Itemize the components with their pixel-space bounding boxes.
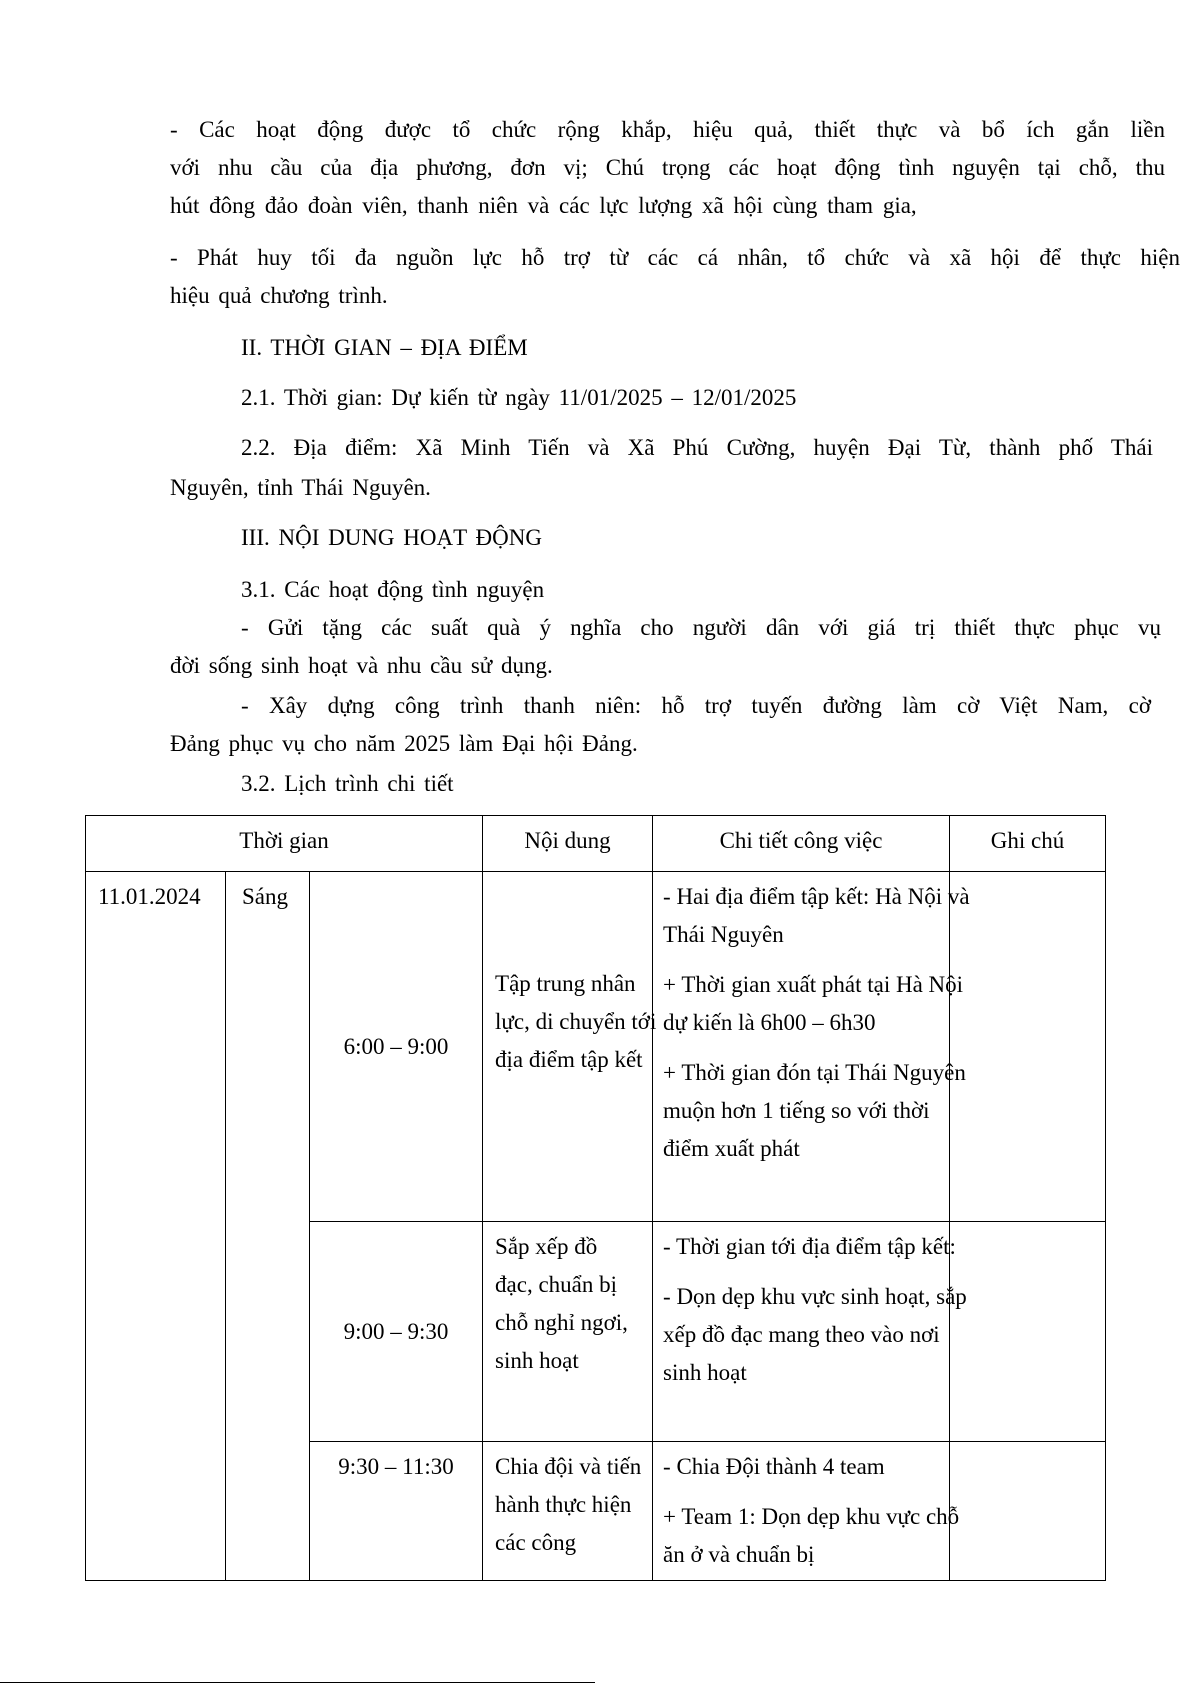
header-time: Thời gian <box>86 816 483 872</box>
bullet-1-line-1: - Gửi tặng các suất quà ý nghĩa cho người dân với giá trị thiết thực phục vụ <box>241 615 1161 640</box>
content-cell: Chia đội và tiến hành thực hiện các công <box>483 1442 653 1581</box>
detail-line: - Thời gian tới địa điểm tập kết: <box>663 1234 956 1259</box>
content-cell: Tập trung nhân lực, di chuyển tới địa điểm tập kết <box>483 872 653 1222</box>
date-cell: 11.01.2024 <box>86 872 226 1581</box>
time-cell: 9:30 – 11:30 <box>310 1442 483 1581</box>
bullet-2-line-2: Đảng phục vụ cho năm 2025 làm Đại hội Đảng. <box>170 731 638 756</box>
section-3-heading: III. NỘI DUNG HOẠT ĐỘNG <box>241 525 542 550</box>
detail-cell <box>653 872 970 1222</box>
detail-cell <box>653 1222 967 1442</box>
detail-cell <box>653 1442 960 1581</box>
detail-line: - Dọn dẹp khu vực sinh hoạt, sắp xếp đồ đạc mang theo vào nơi sinh hoạt <box>663 1284 967 1385</box>
paragraph-2-line-1: - Phát huy tối đa nguồn lực hỗ trợ từ các cá nhân, tổ chức và xã hội để thực hiện <box>170 245 1180 270</box>
paragraph-1-line-2: với nhu cầu của địa phương, đơn vị; Chú trọng các hoạt động tình nguyện tại chỗ, thu <box>170 155 1165 180</box>
paragraph-1-line-1: - Các hoạt động được tổ chức rộng khắp, hiệu quả, thiết thực và bổ ích gắn liền <box>170 117 1165 142</box>
detail-line: - Chia Đội thành 4 team <box>663 1454 885 1479</box>
bullet-2-line-1: - Xây dựng công trình thanh niên: hỗ trợ tuyến đường làm cờ Việt Nam, cờ <box>241 693 1151 718</box>
footer-rule <box>0 1682 595 1683</box>
section-2-2-line-2: Nguyên, tỉnh Thái Nguyên. <box>170 475 431 500</box>
schedule-table <box>85 815 1106 1581</box>
detail-line: + Thời gian đón tại Thái Nguyên muộn hơn 1 tiếng so với thời điểm xuất phát <box>663 1060 966 1161</box>
bullet-1-line-2: đời sống sinh hoạt và nhu cầu sử dụng. <box>170 653 553 678</box>
section-2-2-line-1: 2.2. Địa điểm: Xã Minh Tiến và Xã Phú Cường, huyện Đại Từ, thành phố Thái <box>241 435 1153 460</box>
header-detail: Chi tiết công việc <box>653 816 950 872</box>
header-content: Nội dung <box>483 816 653 872</box>
time-cell: 6:00 – 9:00 <box>310 872 483 1222</box>
table-header-row <box>86 816 1106 872</box>
content-cell: Sắp xếp đồ đạc, chuẩn bị chỗ nghỉ ngơi, sinh hoạt <box>483 1222 653 1442</box>
detail-line: - Hai địa điểm tập kết: Hà Nội và Thái Nguyên <box>663 884 970 947</box>
paragraph-2-line-2: hiệu quả chương trình. <box>170 283 388 308</box>
section-2-heading: II. THỜI GIAN – ĐỊA ĐIỂM <box>241 335 528 360</box>
detail-line: + Thời gian xuất phát tại Hà Nội dự kiến là 6h00 – 6h30 <box>663 972 964 1035</box>
section-3-2-heading: 3.2. Lịch trình chi tiết <box>241 771 454 796</box>
session-cell: Sáng <box>226 872 310 1581</box>
section-3-1-heading: 3.1. Các hoạt động tình nguyện <box>241 577 545 602</box>
detail-line: + Team 1: Dọn dẹp khu vực chỗ ăn ở và chuẩn bị <box>663 1504 960 1567</box>
paragraph-1-line-3: hút đông đảo đoàn viên, thanh niên và các lực lượng xã hội cùng tham gia, <box>170 193 917 218</box>
header-note: Ghi chú <box>950 816 1106 872</box>
section-2-1-time: 2.1. Thời gian: Dự kiến từ ngày 11/01/2025 – 12/01/2025 <box>241 385 797 410</box>
table-row <box>86 872 1106 1222</box>
time-cell: 9:00 – 9:30 <box>310 1222 483 1442</box>
